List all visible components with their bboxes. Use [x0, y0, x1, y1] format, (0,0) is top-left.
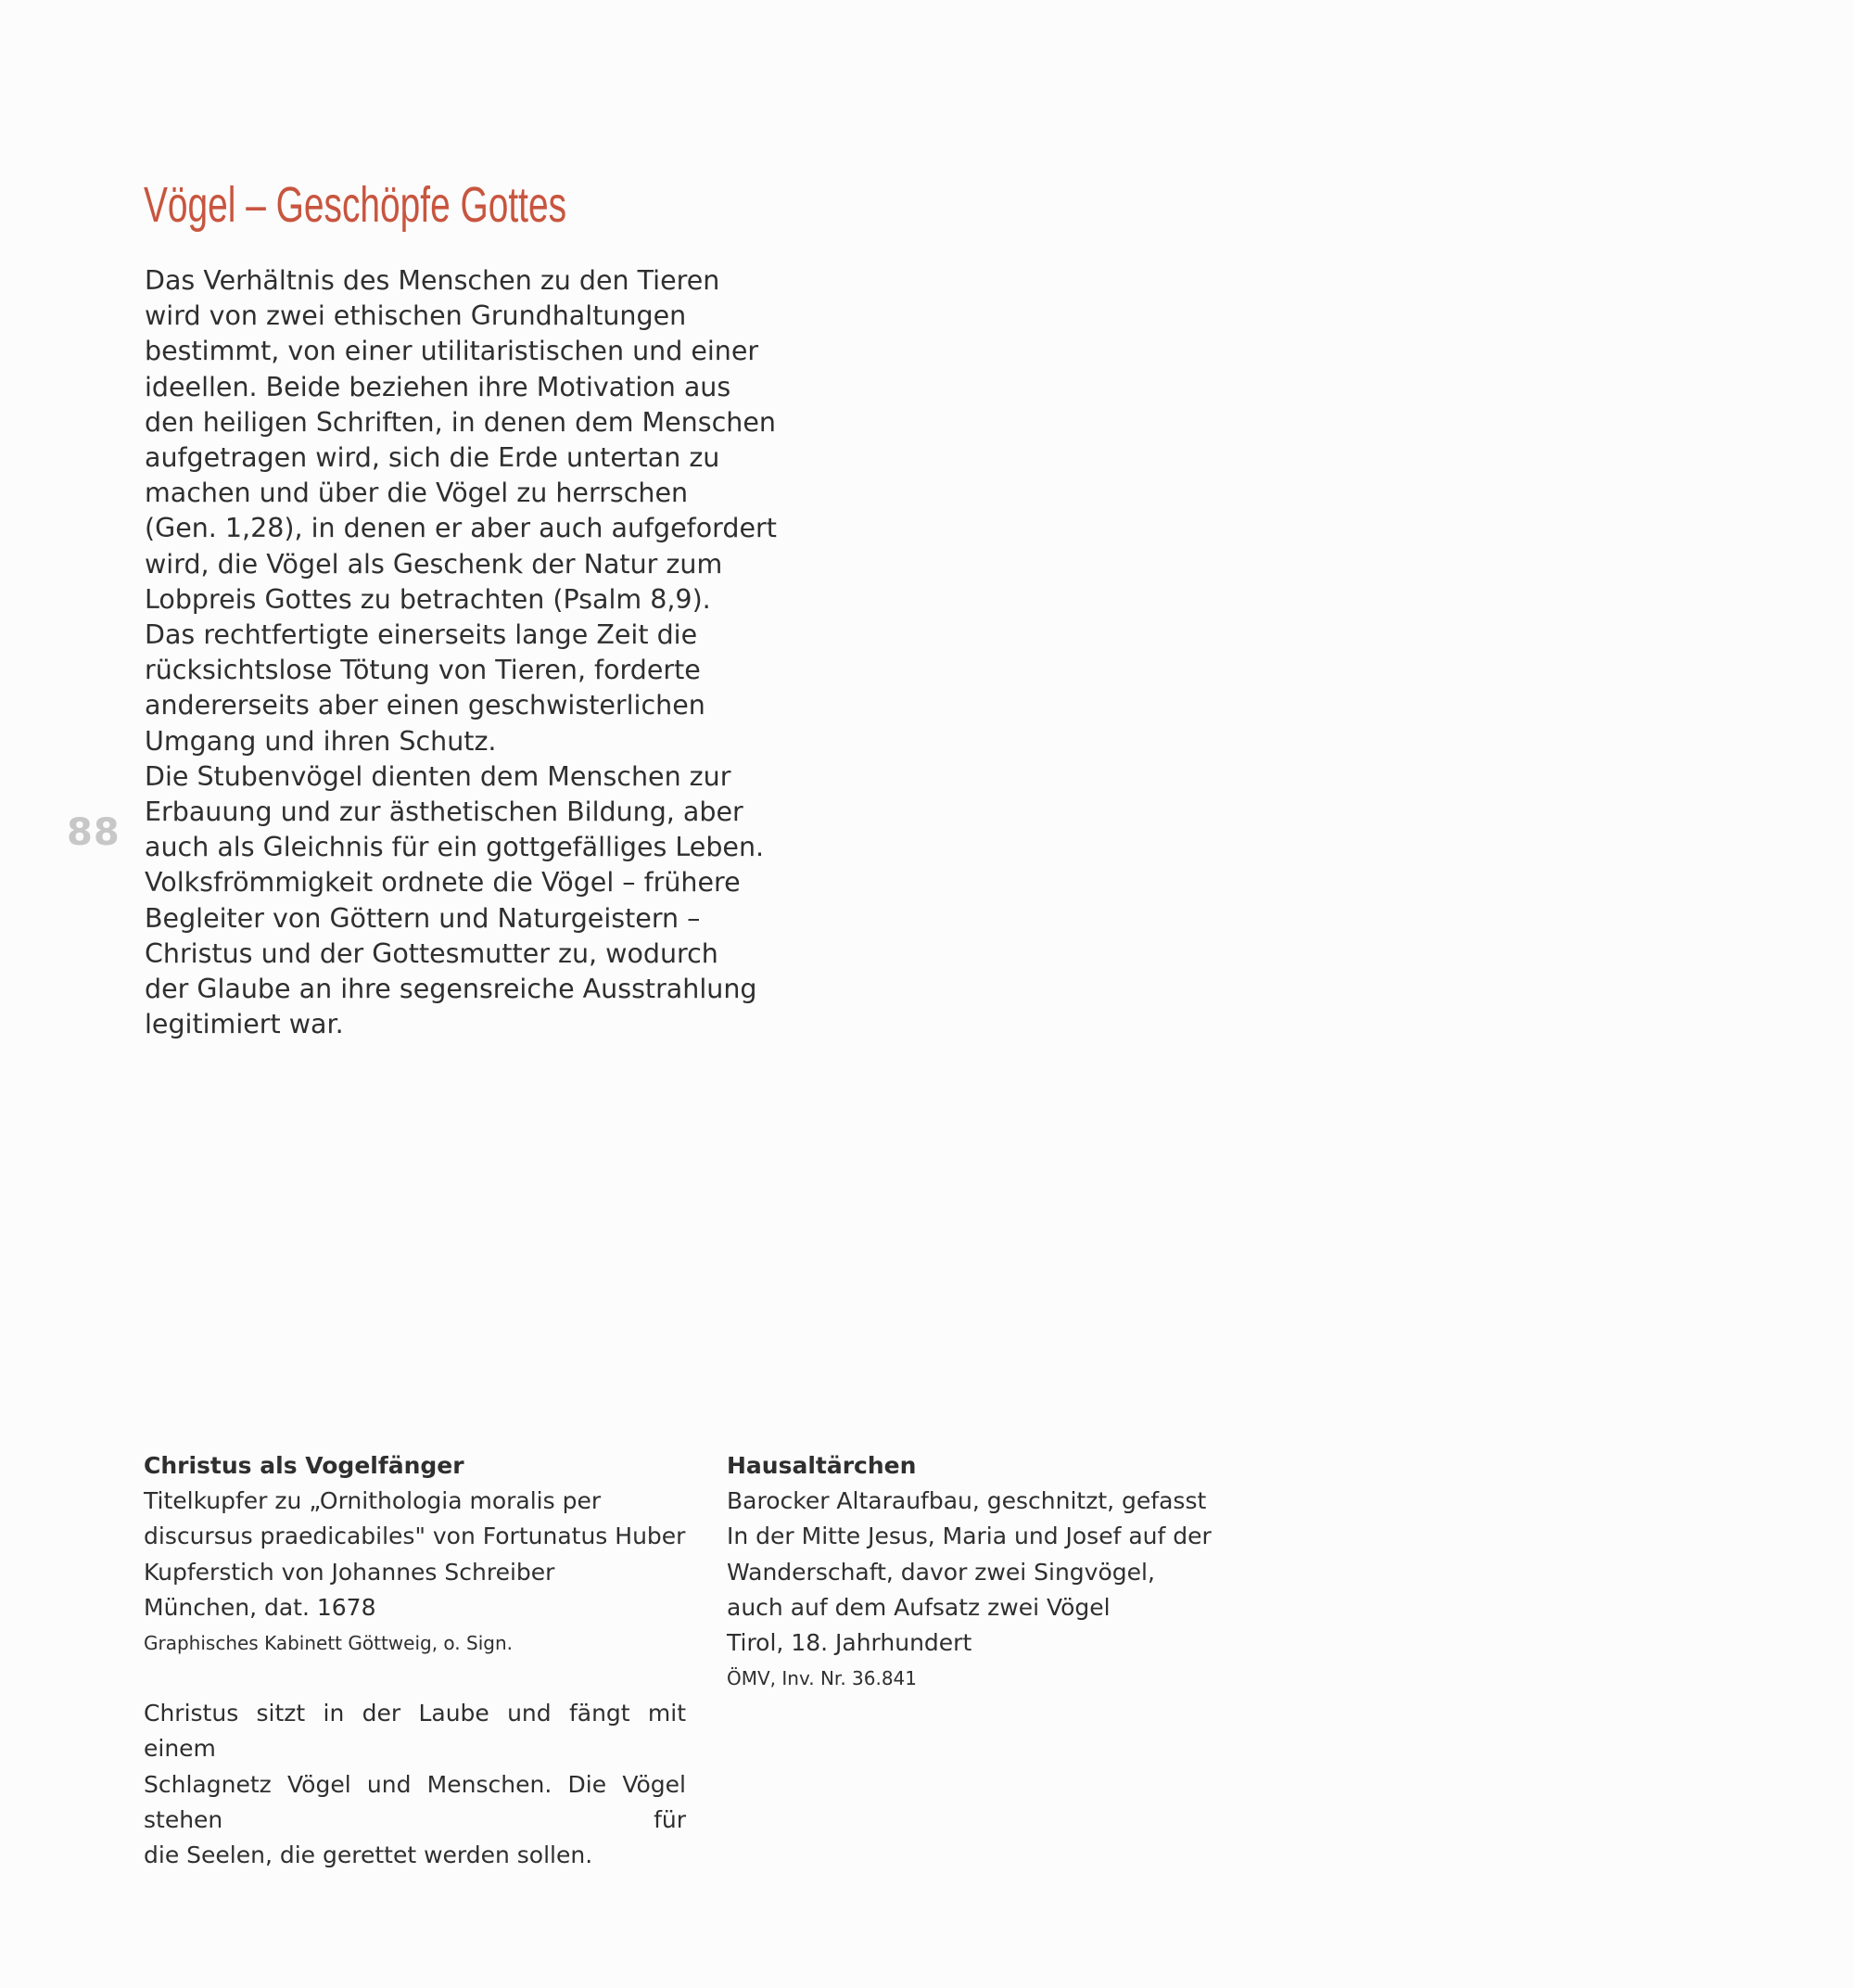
caption-line: München, dat. 1678: [144, 1593, 376, 1621]
caption-description-line: die Seelen, die gerettet werden sollen.: [144, 1841, 593, 1869]
main-text-line: rücksichtslose Tötung von Tieren, forderte: [145, 655, 701, 686]
main-text-line: Erbauung und zur ästhetischen Bildung, aber: [145, 796, 743, 828]
caption-hausaltaerchen: [727, 1448, 1246, 1696]
caption-title: Hausaltärchen: [727, 1452, 917, 1479]
main-text-line: Begleiter von Göttern und Naturgeistern –: [145, 902, 701, 934]
caption-description-line: Schlagnetz Vögel und Menschen. Die Vögel stehen für: [144, 1770, 686, 1833]
caption-line: Wanderschaft, davor zwei Singvögel,: [727, 1558, 1155, 1586]
main-text-line: den heiligen Schriften, in denen dem Menschen: [145, 406, 776, 438]
caption-line: Titelkupfer zu „Ornithologia moralis per: [144, 1487, 602, 1515]
main-text: [145, 263, 777, 1042]
main-text-line: Lobpreis Gottes zu betrachten (Psalm 8,9).: [145, 583, 711, 615]
main-text-line: machen und über die Vögel zu herrschen: [145, 478, 689, 509]
caption-description: [144, 1696, 686, 1873]
caption-title: Christus als Vogelfänger: [144, 1452, 464, 1479]
page-title: Vögel – Geschöpfe Gottes: [144, 177, 567, 233]
caption-line: discursus praedicabiles" von Fortunatus Huber: [144, 1523, 686, 1550]
caption-christus-als-vogelfaenger: [144, 1448, 691, 1873]
caption-line: Tirol, 18. Jahrhundert: [727, 1629, 972, 1657]
main-text-line: aufgetragen wird, sich die Erde untertan zu: [145, 442, 720, 474]
main-text-line: Christus und der Gottesmutter zu, wodurch: [145, 937, 718, 969]
main-text-line: Umgang und ihren Schutz.: [145, 725, 497, 757]
caption-source: ÖMV, Inv. Nr. 36.841: [727, 1667, 918, 1690]
caption-line: Barocker Altaraufbau, geschnitzt, gefasst: [727, 1487, 1207, 1515]
main-text-line: wird, die Vögel als Geschenk der Natur zum: [145, 548, 723, 580]
caption-line: auch auf dem Aufsatz zwei Vögel: [727, 1593, 1111, 1621]
caption-line: In der Mitte Jesus, Maria und Josef auf der: [727, 1523, 1212, 1550]
main-text-line: andererseits aber einen geschwisterlichen: [145, 690, 705, 721]
caption-line: Kupferstich von Johannes Schreiber: [144, 1558, 555, 1586]
main-text-line: auch als Gleichnis für ein gottgefälliges Leben.: [145, 832, 765, 863]
main-text-line: Die Stubenvögel dienten dem Menschen zur: [145, 760, 731, 792]
main-text-line: legitimiert war.: [145, 1009, 344, 1040]
caption-description-line: Christus sitzt in der Laube und fängt mit einem: [144, 1700, 686, 1763]
main-text-line: Volksfrömmigkeit ordnete die Vögel – frühere: [145, 867, 741, 898]
main-text-line: der Glaube an ihre segensreiche Ausstrahlung: [145, 974, 757, 1005]
main-text-line: Das Verhältnis des Menschen zu den Tieren: [145, 265, 720, 296]
page-number: 88: [67, 811, 121, 854]
caption-source: Graphisches Kabinett Göttweig, o. Sign.: [144, 1632, 513, 1655]
main-text-line: Das rechtfertigte einerseits lange Zeit die: [145, 619, 698, 651]
main-text-line: (Gen. 1,28), in denen er aber auch aufgefordert: [145, 513, 777, 544]
main-text-line: ideellen. Beide beziehen ihre Motivation aus: [145, 371, 731, 402]
main-text-line: wird von zwei ethischen Grundhaltungen: [145, 300, 687, 332]
main-text-line: bestimmt, von einer utilitaristischen und einer: [145, 336, 759, 367]
